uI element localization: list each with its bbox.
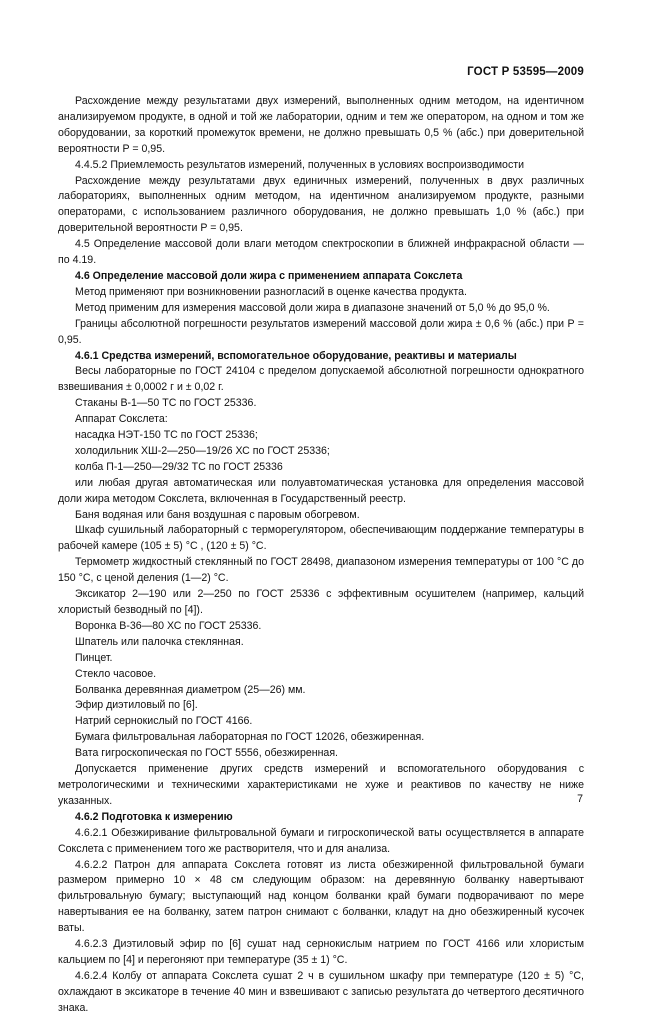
paragraph: Стаканы В-1—50 ТС по ГОСТ 25336.: [75, 397, 257, 410]
paragraph: 4.6 Определение массовой доли жира с применением аппарата Сокслета: [75, 269, 463, 282]
paragraph: Аппарат Сокслета:: [75, 413, 168, 426]
paragraph: 4.6.2.1 Обезжиривание фильтровальной бумаги и гигроскопической ваты осуществляется в аппарате Сокслета с применением того же растворителя, что и для анализа.: [58, 826, 584, 855]
paragraph: колба П-1—250—29/32 ТС по ГОСТ 25336: [75, 460, 283, 473]
paragraph: 4.6.2.3 Диэтиловый эфир по [6] сушат над сернокислым натрием по ГОСТ 4166 или хлористым кальцием по [4] и перегоняют при температуре (35 ± 1) °С.: [58, 938, 584, 966]
paragraph: 4.6.2.2 Патрон для аппарата Сокслета готовят из листа обезжиренной фильтровальной бумаги размером примерно 10 × 48 см следующим образом: на деревянную болванку навертывают фильтровальную бумагу; выступающий над концом болванки край бумаги подворачивают по мере навертывания ее на болванку, затем патрон снимают с болванки, кладут на дно обезжиренный кусочек ваты.: [58, 858, 584, 935]
paragraph: холодильник ХШ-2—250—19/26 ХС по ГОСТ 25336;: [75, 444, 330, 457]
page-number: 7: [577, 793, 583, 805]
paragraph: Метод применим для измерения массовой доли жира в диапазоне значений от 5,0 % до 95,0 %.: [75, 301, 550, 314]
paragraph: Болванка деревянная диаметром (25—26) мм.: [75, 683, 306, 696]
paragraph: Вата гигроскопическая по ГОСТ 5556, обезжиренная.: [75, 747, 339, 760]
paragraph: Эксикатор 2—190 или 2—250 по ГОСТ 25336 с эффективным осушителем (например, кальций хлористый безводный по [4]).: [58, 588, 584, 616]
paragraph: Воронка В-36—80 ХС по ГОСТ 25336.: [75, 619, 262, 632]
paragraph: или любая другая автоматическая или полуавтоматическая установка для определения массовой доли жира методом Сокслета, включенная в Государственный реестр.: [58, 476, 584, 505]
document-body: [58, 94, 584, 1017]
paragraph: Границы абсолютной погрешности результатов измерений массовой доли жира ± 0,6 % (абс.) при P = 0,95.: [58, 317, 584, 346]
paragraph: 4.6.1 Средства измерений, вспомогательное оборудование, реактивы и материалы: [75, 349, 517, 362]
document-header: ГОСТ Р 53595—2009: [467, 66, 584, 78]
paragraph: 4.4.5.2 Приемлемость результатов измерений, полученных в условиях воспроизводимости: [75, 158, 525, 171]
paragraph: насадка НЭТ-150 ТС по ГОСТ 25336;: [75, 429, 258, 442]
paragraph: Допускается применение других средств измерений и вспомогательного оборудования с метрологическими и техническими характеристиками не хуже и реактивов по качеству не ниже указанных.: [58, 763, 584, 807]
paragraph: Шкаф сушильный лабораторный с терморегулятором, обеспечивающим поддержание температуры в рабочей камере (105 ± 5) °С , (120 ± 5) °С.: [58, 524, 584, 553]
paragraph: 4.6.2 Подготовка к измерению: [75, 810, 233, 823]
paragraph: Термометр жидкостный стеклянный по ГОСТ 28498, диапазоном измерения температуры от 100 °С до 150 °С, с ценой деления (1—2) °С.: [58, 556, 584, 585]
paragraph: Стекло часовое.: [75, 667, 157, 680]
paragraph: Метод применяют при возникновении разногласий в оценке качества продукта.: [75, 285, 467, 298]
paragraph: 4.6.2.4 Колбу от аппарата Сокслета сушат 2 ч в сушильном шкафу при температуре (120 ± 5) °С, охлаждают в эксикаторе в течение 40 мин и взвешивают с записью результата до четвертого десятичного знака.: [58, 969, 584, 1014]
paragraph: Расхождение между результатами двух единичных измерений, полученных в двух различных лабораториях, выполненных одним методом, на идентичном анализируемом продукте, разными операторами, с использованием различного оборудования, не должно превышать 1,0 % (абс.) при доверительной вероятности P = 0,95.: [58, 174, 584, 235]
paragraph: Расхождение между результатами двух измерений, выполненных одним методом, на идентичном анализируемом продукте, в одной и той же лаборатории, одним и тем же оператором, на одном и том же оборудовании, за короткий промежуток времени, не должно превышать 0,5 % (абс.) при доверительной вероятности P = 0,95.: [58, 95, 584, 155]
paragraph: 4.5 Определение массовой доли влаги методом спектроскопии в ближней инфракрасной области — по 4.19.: [58, 238, 584, 267]
paragraph: Бумага фильтровальная лабораторная по ГОСТ 12026, обезжиренная.: [75, 731, 425, 744]
paragraph: Баня водяная или баня воздушная с паровым обогревом.: [75, 508, 360, 521]
paragraph: Пинцет.: [75, 651, 113, 664]
paragraph: Шпатель или палочка стеклянная.: [75, 635, 244, 648]
paragraph: Натрий сернокислый по ГОСТ 4166.: [75, 715, 253, 728]
paragraph: Весы лабораторные по ГОСТ 24104 с пределом допускаемой абсолютной погрешности однократного взвешивания ± 0,0002 г и ± 0,02 г.: [58, 365, 584, 394]
paragraph: Эфир диэтиловый по [6].: [75, 699, 198, 712]
